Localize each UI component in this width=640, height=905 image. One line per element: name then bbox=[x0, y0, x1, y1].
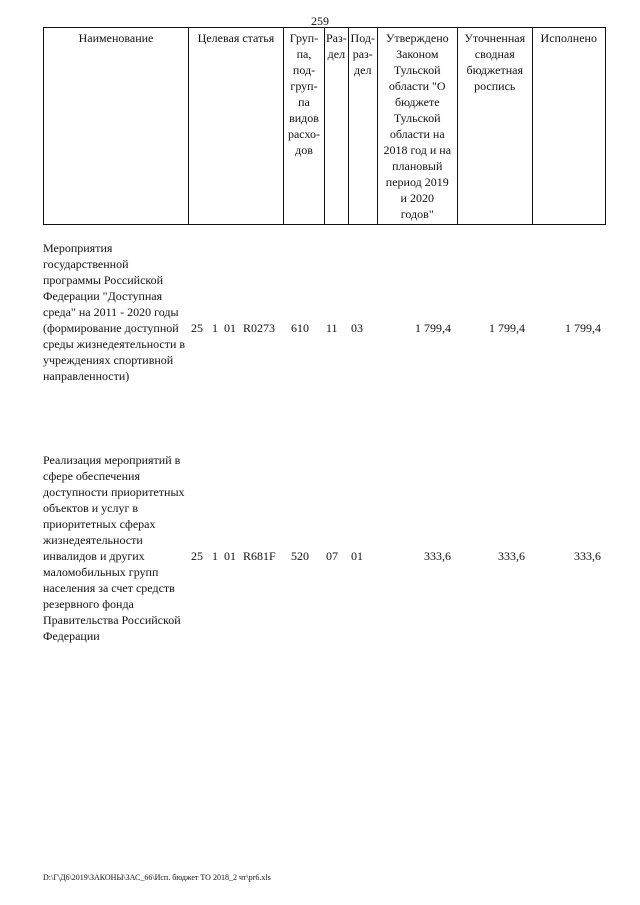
col-section-header-text: Раз- дел bbox=[326, 31, 347, 61]
row-group: 610 bbox=[291, 321, 309, 335]
row-target-article-4: R0273 bbox=[243, 321, 276, 335]
col-executed-header bbox=[532, 28, 605, 225]
col-revised-header bbox=[457, 28, 532, 225]
col-group-header bbox=[284, 28, 325, 225]
col-group-header-text: Груп- па, под- груп- па видов расхо- дов bbox=[287, 31, 321, 157]
row-target-article-3: 01 bbox=[224, 321, 236, 335]
col-subsection-header-text: Под- раз- дел bbox=[350, 31, 375, 77]
row-subsection: 03 bbox=[351, 321, 363, 335]
col-name-header-text: Наименование bbox=[78, 31, 154, 45]
row-name: Мероприятия государственной программы Российской Федерации "Доступная среда" на 2011 - 2020 годы (формирование доступной среды жизнедеятельности в учреждениях спортивной направленности) bbox=[43, 241, 186, 383]
footer-file-path: D:\Г\Д6\2019\ЗАКОНЫ\ЗАС_66\Исп. бюджет ТО 2018_2 чт\pr6.xls bbox=[43, 873, 271, 882]
col-subsection-header bbox=[348, 28, 377, 225]
col-section-header bbox=[325, 28, 349, 225]
row-group: 520 bbox=[291, 549, 309, 563]
col-target-article-header-text: Целевая статья bbox=[197, 31, 275, 45]
col-executed-header-text: Исполнено bbox=[540, 31, 597, 45]
row-subsection: 01 bbox=[351, 549, 363, 563]
row-approved: 1 799,4 bbox=[415, 321, 451, 335]
row-target-article-4: R681F bbox=[243, 549, 276, 563]
row-target-article-2: 1 bbox=[212, 321, 218, 335]
page-number: 259 bbox=[311, 14, 329, 28]
row-executed: 1 799,4 bbox=[565, 321, 601, 335]
col-approved-header-text: Утверждено Законом Тульской области "О бюджете Тульской области на 2018 год и на плановый период 2019 и 2020 годов" bbox=[383, 31, 452, 221]
row-revised: 1 799,4 bbox=[489, 321, 525, 335]
row-target-article-1: 25 bbox=[191, 321, 203, 335]
row-revised: 333,6 bbox=[498, 549, 525, 563]
table-header bbox=[43, 27, 606, 225]
row-executed: 333,6 bbox=[574, 549, 601, 563]
row-target-article-2: 1 bbox=[212, 549, 218, 563]
col-target-article-header bbox=[189, 28, 284, 225]
col-revised-header-text: Уточненная сводная бюджетная роспись bbox=[464, 31, 526, 93]
row-section: 07 bbox=[326, 549, 338, 563]
row-approved: 333,6 bbox=[424, 549, 451, 563]
row-target-article-3: 01 bbox=[224, 549, 236, 563]
col-name-header bbox=[44, 28, 189, 225]
row-target-article-1: 25 bbox=[191, 549, 203, 563]
col-approved-header bbox=[377, 28, 457, 225]
row-section: 11 bbox=[326, 321, 338, 335]
row-name: Реализация мероприятий в сфере обеспечения доступности приоритетных объектов и услуг в приоритетных сферах жизнедеятельности инвалидов и других маломобильных групп населения за счет средств резервного фонда Правительства Российской Федерации bbox=[43, 453, 185, 643]
